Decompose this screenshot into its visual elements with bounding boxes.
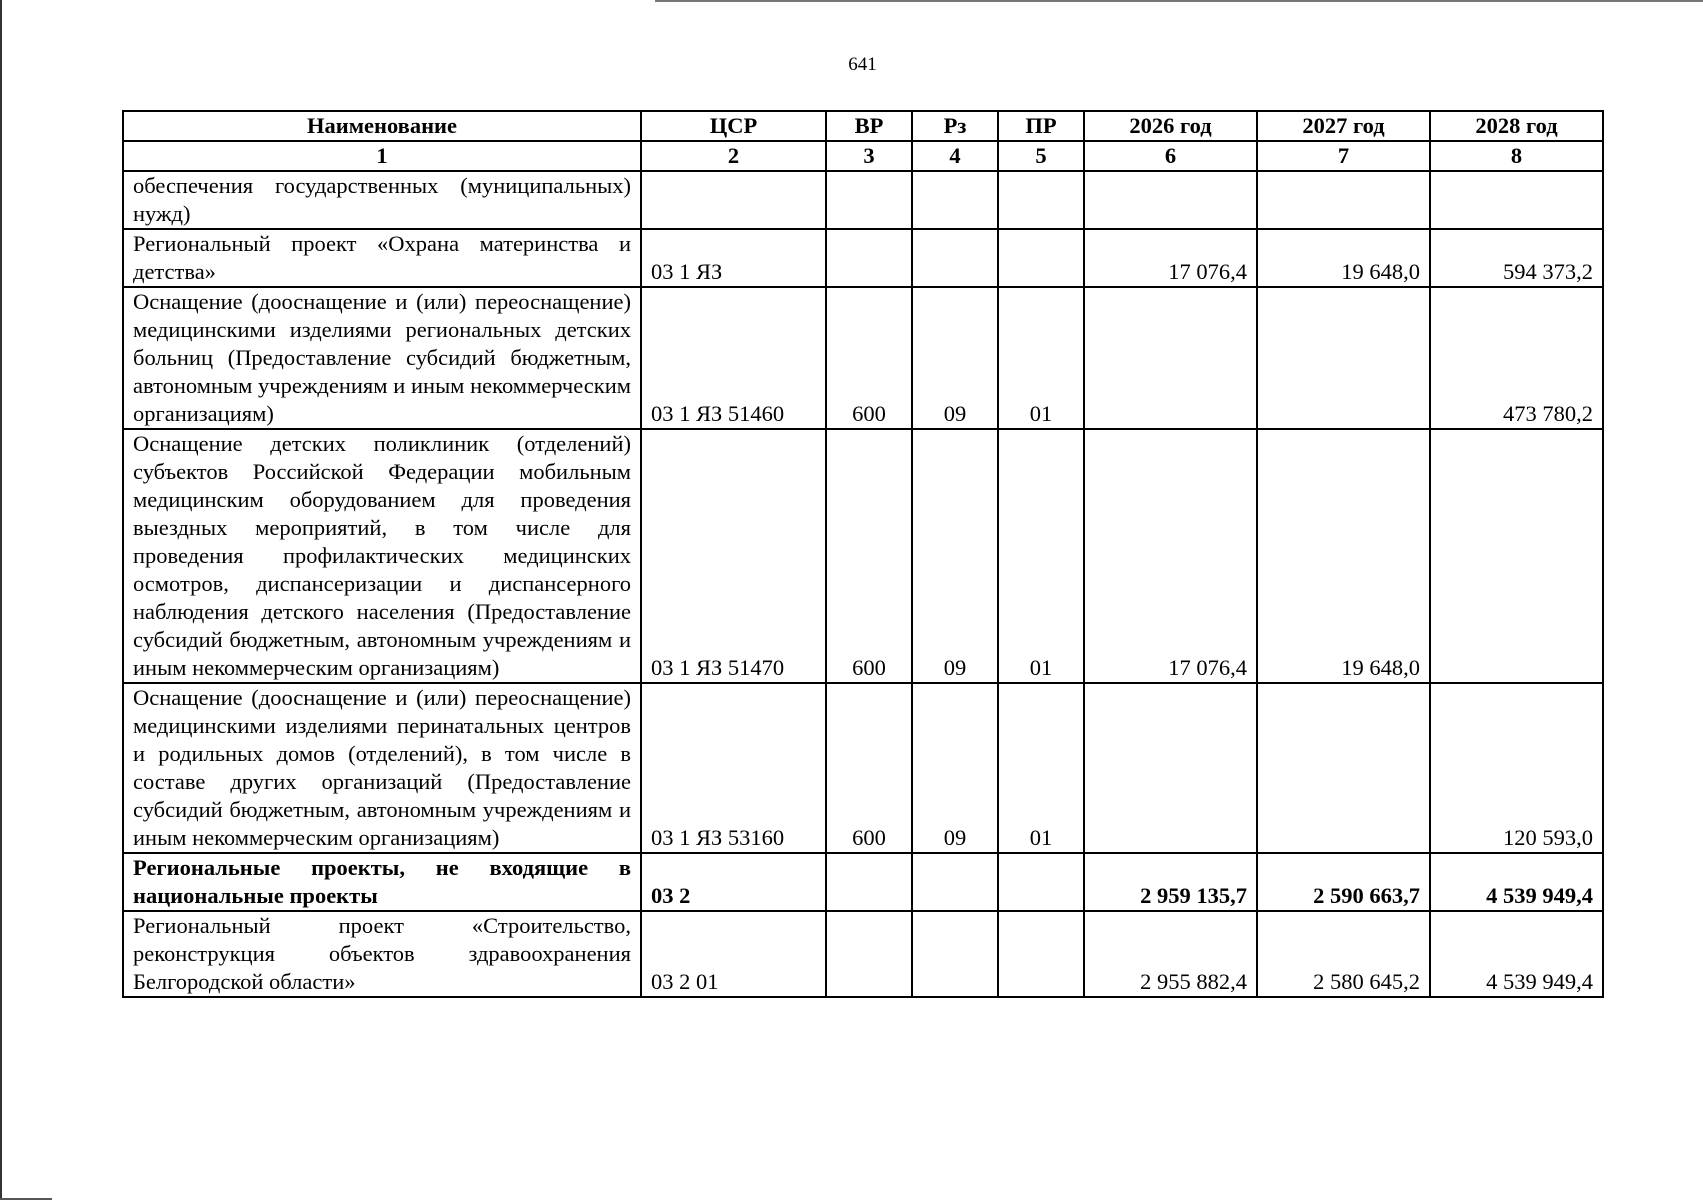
row-2028: 473 780,2	[1430, 287, 1603, 429]
table-row	[123, 429, 1603, 683]
row-2028	[1430, 429, 1603, 683]
row-2028	[1430, 171, 1603, 229]
header-row	[123, 111, 1603, 141]
row-rz: 09	[912, 287, 998, 429]
left-scan-rule	[0, 0, 2, 1200]
row-pr	[998, 171, 1084, 229]
row-2026	[1084, 171, 1257, 229]
row-name: Оснащение детских поликлиник (отделений) субъектов Российской Федерации мобильным медицинским оборудованием для проведения выездных мероприятий, в том числе для проведения профилактических медицинских осмотров, диспансеризации и диспансерного наблюдения детского населения (Предоставление субсидий бюджетным, автономным учреждениям и иным некоммерческим организациям)	[123, 429, 641, 683]
row-2028: 4 539 949,4	[1430, 853, 1603, 911]
row-2028: 120 593,0	[1430, 683, 1603, 853]
row-name: Оснащение (дооснащение и (или) переоснащение) медицинскими изделиями перинатальных центров и родильных домов (отделений), в том числе в составе других организаций (Предоставление субсидий бюджетным, автономным учреждениям и иным некоммерческим организациям)	[123, 683, 641, 853]
row-vr: 600	[826, 287, 912, 429]
index-cell: 1	[123, 141, 641, 171]
header-pr: ПР	[998, 111, 1084, 141]
table-row	[123, 911, 1603, 997]
index-cell: 8	[1430, 141, 1603, 171]
row-pr: 01	[998, 429, 1084, 683]
row-csr: 03 2 01	[641, 911, 826, 997]
row-2026: 17 076,4	[1084, 229, 1257, 287]
row-pr	[998, 911, 1084, 997]
top-scan-rule	[655, 0, 1703, 2]
row-pr	[998, 229, 1084, 287]
row-name: Региональный проект «Строительство, реконструкция объектов здравоохранения Белгородской области»	[123, 911, 641, 997]
row-2027	[1257, 683, 1430, 853]
row-2028: 594 373,2	[1430, 229, 1603, 287]
header-csr: ЦСР	[641, 111, 826, 141]
row-pr	[998, 853, 1084, 911]
page-number: 641	[848, 54, 877, 75]
row-2027: 2 580 645,2	[1257, 911, 1430, 997]
row-2026: 17 076,4	[1084, 429, 1257, 683]
row-2026	[1084, 287, 1257, 429]
row-rz: 09	[912, 429, 998, 683]
row-2026: 2 955 882,4	[1084, 911, 1257, 997]
header-2026: 2026 год	[1084, 111, 1257, 141]
row-vr: 600	[826, 683, 912, 853]
index-cell: 4	[912, 141, 998, 171]
column-index-row	[123, 141, 1603, 171]
row-vr: 600	[826, 429, 912, 683]
row-rz	[912, 911, 998, 997]
row-2028: 4 539 949,4	[1430, 911, 1603, 997]
row-2027	[1257, 287, 1430, 429]
header-2027: 2027 год	[1257, 111, 1430, 141]
row-name: Региональный проект «Охрана материнства и детства»	[123, 229, 641, 287]
row-csr	[641, 171, 826, 229]
row-csr: 03 1 ЯЗ 51460	[641, 287, 826, 429]
index-cell: 7	[1257, 141, 1430, 171]
index-cell: 3	[826, 141, 912, 171]
header-rz: Рз	[912, 111, 998, 141]
row-name: Региональные проекты, не входящие в национальные проекты	[123, 853, 641, 911]
row-2027: 19 648,0	[1257, 229, 1430, 287]
budget-table	[122, 110, 1604, 998]
row-csr: 03 1 ЯЗ	[641, 229, 826, 287]
header-vr: ВР	[826, 111, 912, 141]
table-row	[123, 171, 1603, 229]
row-name: обеспечения государственных (муниципальных) нужд)	[123, 171, 641, 229]
table-row	[123, 683, 1603, 853]
table-row-subtotal	[123, 853, 1603, 911]
row-2027	[1257, 171, 1430, 229]
table-row	[123, 229, 1603, 287]
row-rz	[912, 853, 998, 911]
row-vr	[826, 229, 912, 287]
row-pr: 01	[998, 683, 1084, 853]
row-vr	[826, 911, 912, 997]
row-csr: 03 1 ЯЗ 53160	[641, 683, 826, 853]
row-rz: 09	[912, 683, 998, 853]
row-name: Оснащение (дооснащение и (или) переоснащение) медицинскими изделиями региональных детских больниц (Предоставление субсидий бюджетным, автономным учреждениям и иным некоммерческим организациям)	[123, 287, 641, 429]
row-csr: 03 1 ЯЗ 51470	[641, 429, 826, 683]
row-rz	[912, 229, 998, 287]
row-pr: 01	[998, 287, 1084, 429]
index-cell: 6	[1084, 141, 1257, 171]
row-csr: 03 2	[641, 853, 826, 911]
row-vr	[826, 171, 912, 229]
row-2026	[1084, 683, 1257, 853]
index-cell: 5	[998, 141, 1084, 171]
table-row	[123, 287, 1603, 429]
row-2026: 2 959 135,7	[1084, 853, 1257, 911]
row-2027: 2 590 663,7	[1257, 853, 1430, 911]
row-vr	[826, 853, 912, 911]
row-rz	[912, 171, 998, 229]
index-cell: 2	[641, 141, 826, 171]
row-2027: 19 648,0	[1257, 429, 1430, 683]
header-2028: 2028 год	[1430, 111, 1603, 141]
header-name: Наименование	[123, 111, 641, 141]
